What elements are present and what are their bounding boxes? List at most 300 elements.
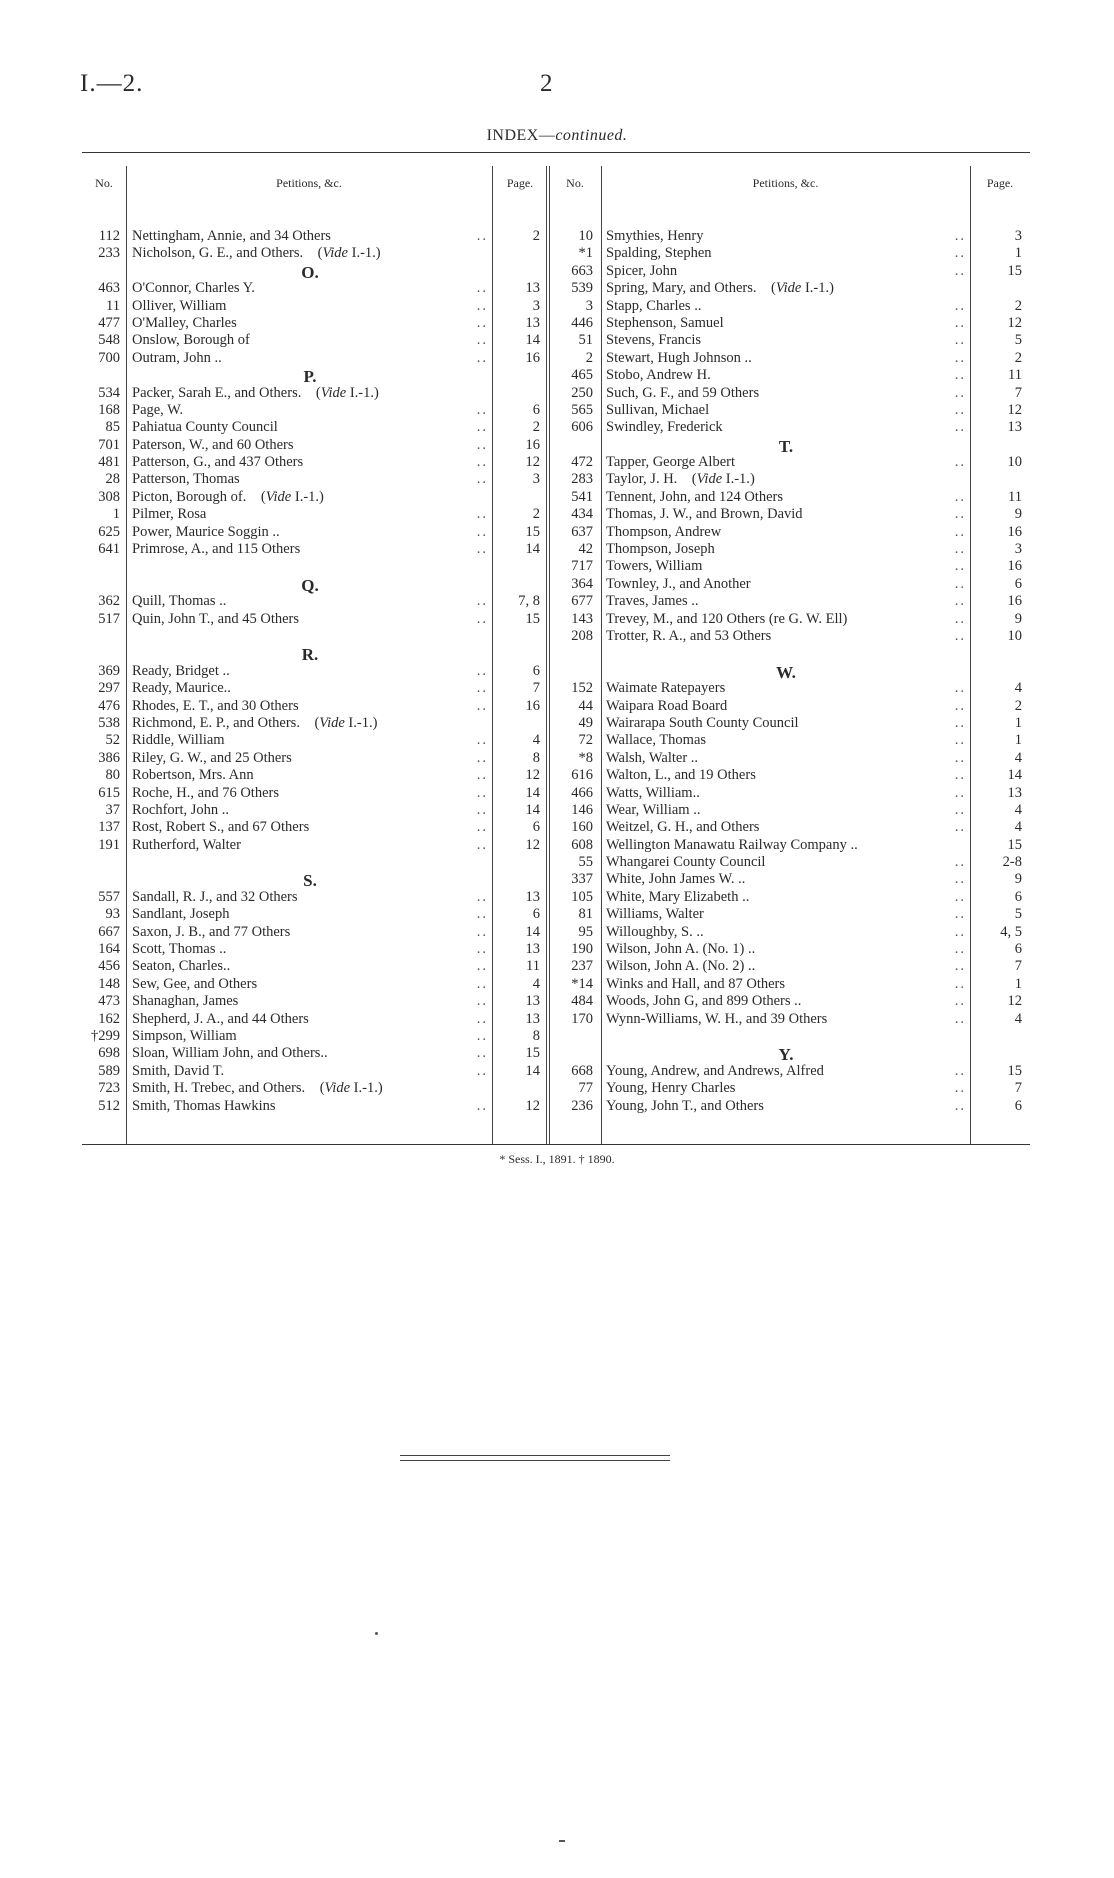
list-item	[82, 593, 548, 610]
section-letter-heading: R.	[301, 645, 319, 665]
page-reference: 12	[525, 454, 540, 471]
list-item	[549, 367, 1030, 384]
page-reference: 2	[532, 419, 540, 436]
list-item	[82, 663, 548, 680]
list-item	[549, 871, 1030, 888]
page-reference: 14	[525, 784, 540, 801]
petition-number: 146	[571, 801, 593, 818]
table-top-rule	[82, 152, 1030, 153]
petitioner-name: Willoughby, S. ..	[606, 923, 704, 940]
leader-dots: ..	[473, 419, 488, 436]
list-item	[82, 437, 548, 454]
petitioner-name-cell	[132, 541, 488, 558]
page-reference: 10	[1007, 454, 1022, 471]
petition-number: 698	[98, 1045, 120, 1062]
petitioner-name-cell	[606, 454, 966, 471]
page-reference: 14	[525, 332, 540, 349]
leader-dots: ..	[473, 611, 488, 628]
petitioner-name-cell	[606, 1063, 966, 1080]
page-reference: 2-8	[1002, 854, 1022, 871]
page-reference: 3	[532, 471, 540, 488]
leader-dots: ..	[473, 785, 488, 802]
section-letter-heading: Q.	[301, 575, 319, 595]
vide-reference: (Vide I.-1.)	[305, 1080, 383, 1097]
petitioner-name-cell	[606, 802, 966, 819]
list-item	[82, 993, 548, 1010]
page-reference: 14	[1007, 767, 1022, 784]
page-reference: 11	[526, 958, 540, 975]
leader-dots: ..	[951, 263, 966, 280]
petition-number: 164	[98, 941, 120, 958]
petitioner-name: Smith, H. Trebec, and Others.	[132, 1080, 306, 1097]
vide-reference: (Vide I.-1.)	[246, 488, 324, 505]
petitioner-name-cell	[606, 350, 966, 367]
petition-number: 49	[578, 714, 593, 731]
petitioner-name-cell	[132, 471, 488, 488]
leader-dots: ..	[473, 506, 488, 523]
list-item	[549, 785, 1030, 802]
page-reference: 3	[1014, 541, 1022, 558]
petitioner-name: Townley, J., and Another	[606, 575, 751, 592]
petition-number: 717	[571, 558, 593, 575]
list-item	[82, 315, 548, 332]
blank-row	[82, 854, 488, 871]
petitioner-name-cell	[132, 419, 488, 436]
petitioner-name: Wilson, John A. (No. 1) ..	[606, 941, 756, 958]
leader-dots: ..	[951, 367, 966, 384]
petition-number: 606	[571, 419, 593, 436]
petitioner-name-cell	[132, 298, 488, 315]
petitioner-name: Primrose, A., and 115 Others	[132, 541, 301, 558]
petitioner-name-cell	[606, 854, 966, 871]
section-letter-heading: P.	[303, 367, 317, 387]
petitioner-name: Thompson, Joseph	[606, 541, 715, 558]
petitioner-name-cell	[606, 558, 966, 575]
petitioner-name-cell	[606, 767, 966, 784]
petition-number: 463	[98, 280, 120, 297]
page-reference: 14	[525, 801, 540, 818]
petitioner-name: Woods, John G, and 899 Others ..	[606, 993, 802, 1010]
vide-word: Vide	[322, 245, 348, 262]
list-item	[82, 941, 548, 958]
petitioner-name-cell	[132, 332, 488, 349]
leader-dots: ..	[951, 871, 966, 888]
petition-number: 625	[98, 523, 120, 540]
leader-dots: ..	[951, 906, 966, 923]
petitioner-name-cell	[606, 871, 966, 888]
petitioner-name: Thompson, Andrew	[606, 523, 722, 540]
vide-target: I.-1.	[804, 280, 830, 297]
petitioner-name: Outram, John ..	[132, 349, 222, 366]
page-reference: 4	[532, 975, 540, 992]
leader-dots: ..	[951, 1080, 966, 1097]
petition-number: 250	[571, 384, 593, 401]
list-item	[549, 593, 1030, 610]
petitioner-name: Power, Maurice Soggin ..	[132, 523, 280, 540]
petitioner-name: Wellington Manawatu Railway Company ..	[606, 836, 858, 853]
petitioner-name: O'Connor, Charles Y.	[132, 280, 255, 297]
petition-number: 51	[578, 332, 593, 349]
page-reference: 14	[525, 541, 540, 558]
petition-number: 1	[112, 506, 120, 523]
petition-number: 105	[571, 888, 593, 905]
page-reference: 5	[1014, 332, 1022, 349]
list-item	[82, 1080, 548, 1097]
leader-dots: ..	[951, 541, 966, 558]
vide-target: I.-1.	[348, 714, 373, 731]
vide-word: Vide	[265, 488, 292, 505]
page-reference: 13	[525, 280, 540, 297]
list-item	[549, 750, 1030, 767]
list-item	[549, 802, 1030, 819]
petitioner-name: Swindley, Frederick	[606, 419, 723, 436]
page-reference: 12	[1007, 993, 1022, 1010]
petitioner-name-cell	[132, 680, 488, 697]
page-reference: 7, 8	[518, 593, 540, 610]
petitioner-name: Watts, William..	[606, 784, 700, 801]
list-item	[82, 785, 548, 802]
petitioner-name-cell	[132, 785, 488, 802]
list-item	[549, 506, 1030, 523]
page-reference: 15	[1007, 262, 1022, 279]
leader-dots: ..	[951, 732, 966, 749]
list-item	[82, 332, 548, 349]
page-reference: 7	[532, 680, 540, 697]
petitioner-name: Such, G. F., and 59 Others	[606, 384, 760, 401]
petition-number: 11	[106, 297, 120, 314]
petition-number: 85	[105, 419, 120, 436]
page-reference: 7	[1014, 958, 1022, 975]
petition-number: 466	[571, 784, 593, 801]
blank-row	[82, 558, 488, 575]
leader-dots: ..	[951, 698, 966, 715]
petitioner-name-cell	[606, 541, 966, 558]
list-item	[549, 471, 1030, 488]
leader-dots: ..	[951, 245, 966, 262]
list-item	[82, 1028, 548, 1045]
vide-word: Vide	[696, 471, 723, 488]
page-reference: 12	[1007, 314, 1022, 331]
petition-number: 615	[98, 784, 120, 801]
petitioner-name-cell	[132, 924, 488, 941]
page-reference: 8	[532, 749, 540, 766]
petitioner-name: Sandall, R. J., and 32 Others	[132, 888, 298, 905]
page-reference: 6	[1014, 1097, 1022, 1114]
leader-dots: ..	[951, 941, 966, 958]
petition-number: 191	[98, 836, 120, 853]
petition-number: 208	[571, 627, 593, 644]
petitioner-name-cell	[606, 941, 966, 958]
petition-number: 364	[571, 575, 593, 592]
list-item	[549, 924, 1030, 941]
list-item	[549, 419, 1030, 436]
petitioner-name: Smith, Thomas Hawkins	[132, 1097, 276, 1114]
petitioner-name: Whangarei County Council	[606, 854, 766, 871]
petitioner-name-cell	[132, 976, 488, 993]
page-reference: 14	[525, 923, 540, 940]
list-item	[549, 315, 1030, 332]
page-reference: 9	[1014, 506, 1022, 523]
page-reference: 4, 5	[1000, 923, 1022, 940]
leader-dots: ..	[951, 785, 966, 802]
petitioner-name-cell	[132, 524, 488, 541]
petitioner-name: Ready, Maurice..	[132, 680, 231, 697]
petitioner-name: Stapp, Charles ..	[606, 297, 702, 314]
ink-speck	[375, 1632, 378, 1635]
petitioner-name-cell	[606, 889, 966, 906]
closing-rule-bottom	[400, 1460, 670, 1461]
header-no-left: No.	[95, 176, 113, 190]
page-number: 2	[540, 70, 553, 97]
page-reference: 1	[1014, 732, 1022, 749]
list-item	[549, 732, 1030, 749]
page-reference: 13	[525, 888, 540, 905]
petitioner-name-cell	[606, 315, 966, 332]
ink-speck	[559, 1840, 565, 1842]
petition-number: 538	[98, 714, 120, 731]
petitioner-name: Stewart, Hugh Johnson ..	[606, 349, 752, 366]
petitioner-name: Simpson, William	[132, 1027, 237, 1044]
petitioner-name: Tapper, George Albert	[606, 454, 735, 471]
list-item	[82, 350, 548, 367]
list-item	[82, 1098, 548, 1115]
leader-dots: ..	[473, 454, 488, 471]
leader-dots: ..	[951, 558, 966, 575]
petitioner-name: Nettingham, Annie, and 34 Others	[132, 228, 331, 244]
petition-number: *1	[578, 245, 593, 262]
petition-number: 557	[98, 888, 120, 905]
petitioner-name-cell	[132, 802, 488, 819]
list-item	[82, 228, 548, 245]
leader-dots: ..	[951, 350, 966, 367]
vide-target: I.-1.	[349, 384, 374, 401]
petitioner-name: Sandlant, Joseph	[132, 906, 230, 923]
petitioner-name-cell	[132, 698, 488, 715]
header-no-right: No.	[566, 176, 584, 190]
petitioner-name-cell	[606, 785, 966, 802]
list-item	[82, 889, 548, 906]
list-item	[82, 732, 548, 749]
petitioner-name: Nicholson, G. E., and Others.	[132, 245, 304, 262]
page-reference: 12	[525, 836, 540, 853]
header-page-right: Page.	[986, 176, 1014, 190]
petition-number: 233	[98, 245, 120, 262]
leader-dots: ..	[951, 976, 966, 993]
petition-number: 548	[98, 332, 120, 349]
petitioner-name-cell	[132, 1098, 488, 1115]
list-item	[549, 228, 1030, 245]
page-reference: 6	[1014, 575, 1022, 592]
leader-dots: ..	[473, 680, 488, 697]
leader-dots: ..	[951, 715, 966, 732]
leader-dots: ..	[473, 280, 488, 297]
leader-dots: ..	[951, 593, 966, 610]
petitioner-name: Young, John T., and Others	[606, 1097, 764, 1114]
list-item	[82, 1063, 548, 1080]
list-item	[549, 993, 1030, 1010]
petitioner-name: Traves, James ..	[606, 593, 699, 610]
page-reference: 4	[1014, 1010, 1022, 1027]
page-reference: 6	[532, 906, 540, 923]
petition-number: 484	[571, 993, 593, 1010]
petitioner-name: Rutherford, Walter	[132, 836, 241, 853]
list-item	[549, 941, 1030, 958]
petitioner-name: Saxon, J. B., and 77 Others	[132, 923, 291, 940]
petitioner-name-cell	[606, 837, 966, 854]
petitioner-name-cell	[132, 350, 488, 367]
list-item	[82, 802, 548, 819]
petitioner-name: Rhodes, E. T., and 30 Others	[132, 697, 299, 714]
petitioner-name-cell	[132, 228, 488, 245]
petitioner-name: Rost, Robert S., and 67 Others	[132, 819, 310, 836]
vide-reference: (Vide I.-1.)	[301, 384, 379, 401]
page-reference: 9	[1014, 610, 1022, 627]
page-reference: 1	[1014, 714, 1022, 731]
petition-number: 95	[578, 923, 593, 940]
petitioner-name: Shepherd, J. A., and 44 Others	[132, 1010, 309, 1027]
petition-number: 446	[571, 314, 593, 331]
list-item	[549, 680, 1030, 697]
petition-number: 72	[578, 732, 593, 749]
petition-number: 2	[585, 349, 593, 366]
page-reference: 4	[1014, 680, 1022, 697]
petitioner-name-cell	[132, 489, 488, 506]
leader-dots: ..	[473, 958, 488, 975]
petition-number: 93	[105, 906, 120, 923]
right-index-column	[549, 228, 1030, 1115]
petitioner-name: Weitzel, G. H., and Others	[606, 819, 760, 836]
petitioner-name: Scott, Thomas ..	[132, 941, 227, 958]
petitioner-name-cell	[606, 489, 966, 506]
petitioner-name: Towers, William	[606, 558, 703, 575]
page-reference: 2	[1014, 349, 1022, 366]
petition-number: 477	[98, 314, 120, 331]
page-reference: 12	[525, 767, 540, 784]
petitioner-name: Spalding, Stephen	[606, 245, 712, 262]
petitioner-name: Rochfort, John ..	[132, 801, 230, 818]
page-reference: 15	[525, 1045, 540, 1062]
list-item	[82, 698, 548, 715]
petitioner-name-cell	[132, 454, 488, 471]
list-item	[82, 767, 548, 784]
petition-number: 476	[98, 697, 120, 714]
petitioner-name-cell	[606, 576, 966, 593]
list-item	[82, 454, 548, 471]
section-letter-heading: T.	[778, 436, 794, 456]
leader-dots: ..	[951, 993, 966, 1010]
list-item	[82, 958, 548, 975]
left-index-column	[82, 228, 548, 1115]
leader-dots: ..	[473, 698, 488, 715]
petition-number: 481	[98, 454, 120, 471]
leader-dots: ..	[951, 854, 966, 871]
petitioner-name: Riddle, William	[132, 732, 225, 749]
leader-dots: ..	[473, 837, 488, 854]
petitioner-name-cell	[132, 941, 488, 958]
page-reference: 13	[1007, 784, 1022, 801]
petition-number: †299	[91, 1027, 120, 1044]
leader-dots: ..	[473, 993, 488, 1010]
petitioner-name-cell	[132, 1063, 488, 1080]
list-item	[549, 263, 1030, 280]
petitioner-name: Riley, G. W., and 25 Others	[132, 749, 292, 766]
petition-number: 539	[571, 280, 593, 297]
page-reference: 13	[525, 1010, 540, 1027]
petitioner-name-cell	[606, 698, 966, 715]
page-reference: 6	[532, 819, 540, 836]
petitioner-name: White, Mary Elizabeth ..	[606, 888, 750, 905]
list-item	[549, 454, 1030, 471]
petitioner-name: Wallace, Thomas	[606, 732, 707, 749]
page-identifier: I.—2.	[80, 70, 144, 97]
list-item	[549, 402, 1030, 419]
petitioner-name-cell	[132, 245, 488, 262]
list-item	[82, 506, 548, 523]
petitioner-name: Walsh, Walter ..	[606, 749, 699, 766]
page-reference: 16	[1007, 558, 1022, 575]
petitioner-name: Young, Andrew, and Andrews, Alfred	[606, 1062, 824, 1079]
petition-number: 512	[98, 1097, 120, 1114]
page-reference: 13	[1007, 419, 1022, 436]
petitioner-name-cell	[606, 1011, 966, 1028]
vide-word: Vide	[324, 1080, 351, 1097]
leader-dots: ..	[473, 1098, 488, 1115]
list-item	[82, 837, 548, 854]
petition-number: 236	[571, 1097, 593, 1114]
vide-word: Vide	[775, 280, 802, 297]
leader-dots: ..	[473, 228, 488, 245]
petitioner-name-cell	[132, 385, 488, 402]
petition-number: 534	[98, 384, 120, 401]
vide-target: I.-1.	[725, 471, 750, 488]
leader-dots: ..	[951, 524, 966, 541]
petition-number: 3	[585, 297, 593, 314]
petitioner-name: Shanaghan, James	[132, 993, 239, 1010]
petition-number: 137	[98, 819, 120, 836]
petitioner-name: Young, Henry Charles	[606, 1080, 736, 1097]
petitioner-name-cell	[132, 837, 488, 854]
petitioner-name: Pilmer, Rosa	[132, 506, 207, 523]
petition-number: 297	[98, 680, 120, 697]
petitioner-name-cell	[132, 663, 488, 680]
petitioner-name-cell	[606, 819, 966, 836]
petitioner-name-cell	[606, 245, 966, 262]
section-letter-heading: Y.	[778, 1045, 794, 1065]
petition-number: 668	[571, 1062, 593, 1079]
leader-dots: ..	[951, 419, 966, 436]
list-item	[82, 1011, 548, 1028]
list-item	[549, 332, 1030, 349]
petition-number: 190	[571, 941, 593, 958]
blank-row	[82, 628, 488, 645]
petitioner-name-cell	[606, 263, 966, 280]
list-item	[549, 524, 1030, 541]
petition-number: *14	[571, 975, 593, 992]
list-item	[549, 698, 1030, 715]
list-item	[82, 280, 548, 297]
petition-number: 723	[98, 1080, 120, 1097]
petitioner-name: Walton, L., and 19 Others	[606, 767, 756, 784]
index-title-continued: continued.	[555, 127, 628, 144]
page-reference: 1	[1014, 975, 1022, 992]
petition-number: 472	[571, 454, 593, 471]
page-reference: 16	[525, 436, 540, 453]
index-title-main: INDEX—	[486, 127, 556, 144]
petition-number: 667	[98, 923, 120, 940]
page-reference: 1	[1014, 245, 1022, 262]
page-reference: 15	[1007, 836, 1022, 853]
list-item	[549, 976, 1030, 993]
